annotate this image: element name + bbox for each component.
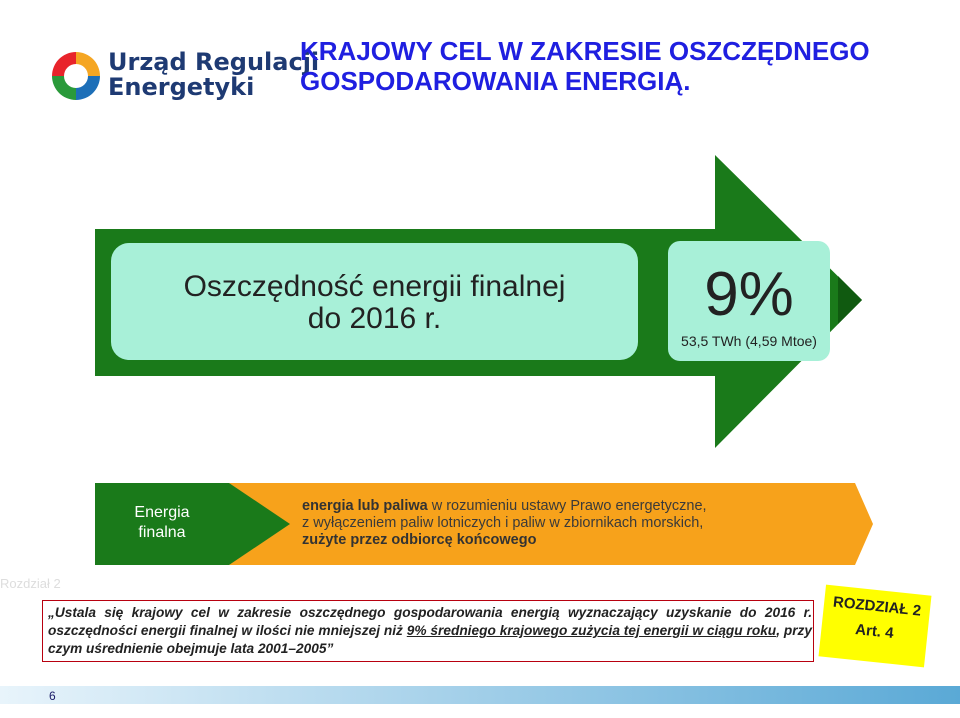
quote-part1: „Ustala się krajowy cel w zakresie oszczędnego gospodarowania energią wyznaczający uzyskanie do 2016 r. oszczędności energii finalnej w ilości nie mniejszej niż	[48, 605, 812, 638]
footer-bar	[0, 686, 960, 704]
ghost-text: Rozdział 2	[0, 576, 61, 591]
quote-underlined: 9% średniego krajowego zużycia tej energii w ciągu roku	[406, 623, 777, 638]
logo-line2: Energetyki	[108, 73, 255, 101]
title-line2: GOSPODAROWANIA ENERGIĄ.	[300, 66, 691, 96]
logo-line1: Urząd Regulacji	[108, 48, 320, 76]
target-label-line1: Oszczędność energii finalnej	[183, 270, 566, 303]
chapter-line1: ROZDZIAŁ 2	[832, 593, 922, 620]
target-value-box	[668, 241, 830, 361]
chapter-badge	[819, 585, 932, 668]
definition-term	[95, 483, 229, 565]
definition-bold1: energia lub paliwa	[302, 498, 428, 514]
definition-text1: w rozumieniu ustawy Prawo energetyczne,	[427, 498, 707, 514]
chapter-line2: Art. 4	[854, 621, 895, 642]
definition-term-line2: finalna	[138, 524, 186, 541]
definition-line1	[302, 498, 822, 515]
target-label-line2: do 2016 r.	[307, 302, 442, 335]
target-label-box	[111, 243, 638, 360]
definition-text	[302, 498, 822, 549]
definition-line3	[302, 532, 822, 549]
target-percent: 9%	[704, 260, 794, 329]
title-line1: KRAJOWY CEL W ZAKRESIE OSZCZĘDNEGO	[300, 36, 870, 66]
quote-part2: , przy czym uśrednienie obejmuje lata 2001–2005”	[48, 623, 812, 656]
target-amount: 53,5 TWh (4,59 Mtoe)	[681, 333, 817, 349]
page-number: 6	[49, 689, 56, 703]
definition-term-line1: Energia	[134, 504, 190, 521]
definition-line2: z wyłączeniem paliw lotniczych i paliw w zbiornikach morskich,	[302, 515, 704, 531]
legal-quote	[48, 604, 812, 658]
definition-bold3: zużyte przez odbiorcę końcowego	[302, 532, 537, 548]
